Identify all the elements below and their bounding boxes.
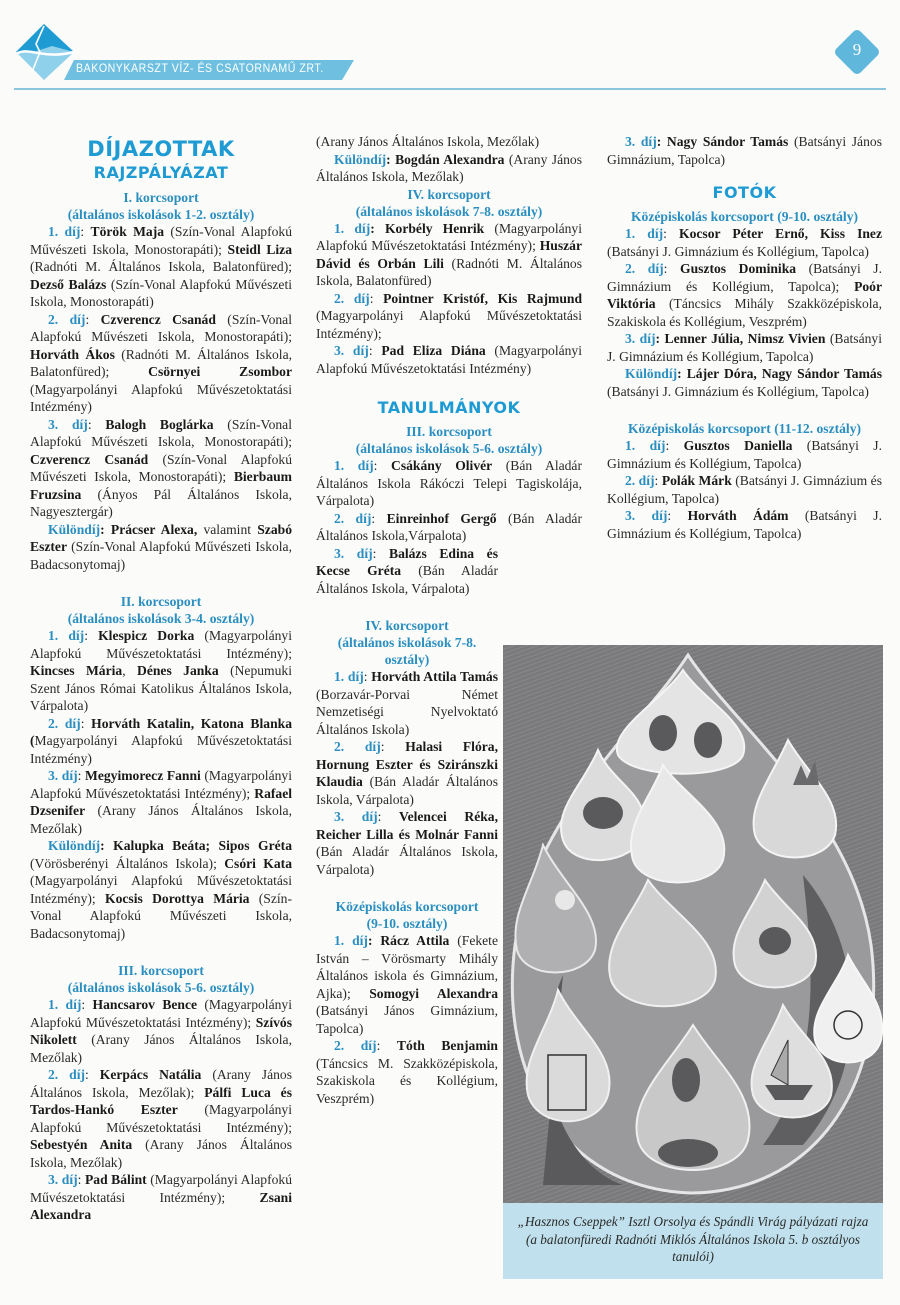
award-label: 3. díj bbox=[48, 1172, 78, 1187]
section-heading-rajzpalyazat: RAJZPÁLYÁZAT bbox=[93, 163, 229, 182]
award-entry bbox=[316, 932, 498, 1037]
award-entry: 3. díj: Pad Bálint (Magyarpolányi Alapfokú Művészetoktatási Intézmény); Zsani Alexandra bbox=[30, 1172, 292, 1222]
school: (Arany János Általános Iskola, Mezőlak) bbox=[30, 1032, 292, 1065]
figure-caption: „Hasznos Cseppek” Isztl Orsolya és Spándli Virág pályázati rajza (a balatonfüredi Radnóti Miklós Általános Iskola 5. b osztályos tanulói) bbox=[503, 1203, 883, 1279]
group-title: Középiskolás korcsoport bbox=[335, 899, 479, 914]
group-title: II. korcsoport bbox=[120, 594, 202, 609]
award-entry: 3. díj: Horváth Ádám (Batsányi J. Gimnázium és Kollégium, Tapolca) bbox=[607, 508, 882, 541]
winner-name: Velencei Réka, Reicher Lilla és Molnár Fanni bbox=[316, 809, 498, 842]
award-label: 1. díj bbox=[48, 224, 81, 239]
water-drop-drawing bbox=[503, 645, 883, 1203]
winner-name: Zsani Alexandra bbox=[30, 1189, 292, 1222]
artwork-image bbox=[503, 645, 883, 1203]
page-title: DÍJAZOTTAK bbox=[87, 137, 235, 161]
winner-name: Tóth Benjamin bbox=[396, 1038, 498, 1053]
school: (Arany János Általános Iskola, Mezőlak) bbox=[30, 1137, 292, 1170]
award-label: 3. díj bbox=[625, 508, 668, 523]
winner-name: Csörnyei Zsombor bbox=[148, 364, 293, 379]
school: (Borzavár-Porvai Német Nemzetiségi Nyelvoktató Általános Iskola) bbox=[316, 686, 498, 737]
winner-name: Einreinhof Gergő bbox=[386, 510, 497, 526]
school: (Bán Aladár Általános Iskola, Várpalota) bbox=[316, 563, 498, 596]
award-label: Különdíj bbox=[48, 838, 101, 853]
winner-name: : Kalupka Beáta; Sipos Gréta bbox=[100, 838, 292, 853]
winner-name: Pad Bálint bbox=[84, 1172, 147, 1187]
winner-name: Balogh Boglárka bbox=[105, 416, 214, 432]
page-number: 9 bbox=[852, 40, 862, 59]
group-subtitle: (általános iskolások 1-2. osztály) bbox=[67, 207, 255, 222]
group-subtitle: (általános iskolások 5-6. osztály) bbox=[355, 441, 543, 456]
winner-name: Horváth Ákos bbox=[30, 346, 115, 362]
award-entry: 2. díj: Gusztos Dominika (Batsányi J. Gimnázium és Kollégium, Tapolca); Poór Viktória (Táncsics Mihály Szakközépiskola, Szakiskola és Kollégium, Veszprém) bbox=[607, 261, 882, 329]
section-heading-fotok: FOTÓK bbox=[712, 183, 777, 202]
award-entry: Különdíj: Prácser Alexa, valamint Szabó Eszter (Szín-Vonal Alapfokú Művészeti Iskola, Badacsonytomaj) bbox=[30, 521, 292, 572]
winner-name: Pálfi Luca és Tardos-Hankó Eszter bbox=[30, 1084, 292, 1117]
award-label: 2. díj bbox=[48, 1067, 86, 1082]
school: (Szín-Vonal Alapfokú Művészeti Iskola, Monostorapáti) bbox=[30, 276, 292, 309]
award-label: 3. díj bbox=[625, 134, 657, 149]
award-entry-continued bbox=[316, 133, 582, 151]
school: (Táncsics Mihály Szakközépiskola, Szakiskola és Kollégium, Veszprém) bbox=[607, 296, 882, 329]
winner-name: Prácser Alexa, bbox=[110, 521, 198, 537]
winner-name: Dénes Janka bbox=[137, 663, 219, 678]
school: (Arany János Általános Iskola, Mezőlak) bbox=[30, 803, 292, 836]
group-title: Középiskolás korcsoport (11-12. osztály) bbox=[627, 421, 862, 436]
school: (Arany János Általános Iskola, Mezőlak); bbox=[30, 1067, 292, 1100]
school: (Bán Aladár Általános Iskola, Várpalota) bbox=[316, 844, 498, 877]
award-label: 2. díj bbox=[334, 739, 381, 754]
school: (Bán Aladár Általános Iskola, Várpalota) bbox=[316, 774, 498, 807]
school: (Ányos Pál Általános Iskola, Nagyesztergár) bbox=[30, 486, 292, 519]
award-entry: 3. díj: Balogh Boglárka (Szín-Vonal Alapfokú Művészeti Iskola, Monostorapáti); Czverencz Csanád (Szín-Vonal Alapfokú Művészeti Iskola, Monostorapáti); Bierbaum Fruzsina (Ányos Pál Általános Iskola, Nagyesztergár) bbox=[30, 416, 293, 519]
award-entry bbox=[316, 151, 582, 186]
winner-name: Pointner Kristóf, Kis Rajmund bbox=[383, 290, 582, 306]
award-entry: 2. díj: Polák Márk (Batsányi J. Gimnázium és Kollégium, Tapolca) bbox=[607, 473, 882, 506]
winner-name: Klespicz Dorka bbox=[98, 628, 195, 643]
school: (Batsányi János Gimnázium, Tapolca) bbox=[316, 1003, 498, 1036]
award-entry: 1. díj: Klespicz Dorka (Magyarpolányi Alapfokú Művészetoktatási Intézmény); Kincses Mária, Dénes Janka (Nepumuki Szent János Római Katolikus Általános Iskola, Várpalota) bbox=[30, 628, 292, 713]
school: (Szín-Vonal Alapfokú Művészeti Iskola, Monostorapáti); bbox=[30, 451, 293, 484]
award-label: 2. díj bbox=[625, 473, 655, 488]
award-label: 3. díj bbox=[334, 809, 378, 824]
award-label: 1. díj bbox=[625, 438, 666, 453]
award-label: 1. díj bbox=[48, 628, 85, 643]
award-label: 2. díj bbox=[48, 311, 86, 327]
winner-name: Somogyi Alexandra bbox=[369, 985, 498, 1001]
award-entry: 1. díj: Horváth Attila Tamás (Borzavár-Porvai Német Nemzetiségi Nyelvoktató Általános Iskola) bbox=[316, 669, 498, 737]
winner-name: Csákány Olivér bbox=[391, 458, 493, 473]
winner-name: Gusztos Daniella bbox=[683, 438, 793, 453]
group-title: III. korcsoport bbox=[406, 424, 492, 439]
school: (Arany János Általános Iskola, Mezőlak) bbox=[316, 151, 582, 184]
group-title: I. korcsoport bbox=[123, 190, 199, 205]
winner-name: Poór Viktória bbox=[607, 278, 882, 311]
group-title: IV. korcsoport bbox=[365, 618, 449, 633]
winner-name: Dezső Balázs bbox=[30, 276, 107, 292]
school: (Magyarpolányi Alapfokú Művészetoktatási Intézmény); bbox=[30, 1172, 292, 1205]
school: (Batsányi J. Gimnázium és Kollégium, Tapolca) bbox=[607, 473, 882, 506]
winner-name: Sebestyén Anita bbox=[30, 1137, 133, 1152]
award-entry: 3. díj: Balázs Edina és Kecse Gréta (Bán Aladár Általános Iskola, Várpalota) bbox=[316, 545, 498, 596]
award-entry: 3. díj: Pad Eliza Diána (Magyarpolányi Alapfokú Művészetoktatási Intézmény) bbox=[316, 343, 583, 376]
school: Magyarpolányi Alapfokú Művészetoktatási Intézmény) bbox=[30, 733, 292, 766]
award-entry bbox=[607, 365, 882, 400]
award-entry: 2. díj: Kerpács Natália (Arany János Általános Iskola, Mezőlak); Pálfi Luca és Tardos-Hankó Eszter (Magyarpolányi Alapfokú Művészetoktatási Intézmény); Sebestyén Anita (Arany János Általános Iskola, Mezőlak) bbox=[30, 1067, 292, 1170]
award-label: 3. díj bbox=[48, 768, 78, 783]
winner-name: Hancsarov Bence bbox=[92, 997, 198, 1012]
group-subtitle: (általános iskolások 3-4. osztály) bbox=[67, 611, 255, 626]
winner-name: Pad Eliza Diána bbox=[381, 343, 486, 358]
award-entry: 1. díj: Csákány Olivér (Bán Aladár Általános Iskola Rákóczi Telepi Tagiskolája, Várpalota) bbox=[316, 458, 582, 508]
winner-name: Török Maja bbox=[90, 224, 165, 239]
section-heading-tanulmanyok: TANULMÁNYOK bbox=[377, 398, 521, 417]
award-label: Különdíj bbox=[625, 366, 678, 381]
award-label: 2. díj bbox=[334, 510, 372, 526]
group-subtitle: (általános iskolások 5-6. osztály) bbox=[67, 980, 255, 995]
award-entry bbox=[30, 837, 292, 942]
header-divider bbox=[14, 88, 886, 90]
winner-name: Horváth Attila Tamás bbox=[371, 669, 498, 684]
winner-name: Czverencz Csanád bbox=[100, 311, 216, 327]
school: (Arany János Általános Iskola, Mezőlak) bbox=[316, 134, 540, 149]
award-label: 2. díj bbox=[48, 715, 81, 731]
school: (Szín-Vonal Alapfokú Művészeti Iskola, Monostorapáti); bbox=[30, 224, 292, 257]
winner-name: Czverencz Csanád bbox=[30, 451, 149, 467]
company-name: BAKONYKARSZT VÍZ- ÉS CSATORNAMŰ ZRT. bbox=[76, 63, 324, 75]
school: (Batsányi János Gimnázium, Tapolca) bbox=[607, 134, 882, 167]
winner-name: Rafael Dzsenifer bbox=[30, 785, 292, 818]
separator: , bbox=[122, 663, 138, 678]
school: (Magyarpolányi Alapfokú Művészetoktatási Intézmény); bbox=[30, 873, 292, 906]
winner-name: Szabó Eszter bbox=[30, 521, 292, 554]
winner-name: : Nagy Sándor Tamás bbox=[656, 134, 789, 149]
school: (Batsányi J. Gimnázium és Kollégium, Tapolca) bbox=[607, 508, 882, 541]
award-entry: 2. díj: Tóth Benjamin (Táncsics M. Szakközépiskola, Szakiskola és Kollégium, Veszprém) bbox=[316, 1038, 498, 1106]
school: (Magyarpolányi Alapfokú Művészetoktatási Intézmény); bbox=[30, 997, 292, 1030]
award-entry: 3. díj: Megyimorecz Fanni (Magyarpolányi Alapfokú Művészetoktatási Intézmény); Rafael Dzsenifer (Arany János Általános Iskola, Mezőlak) bbox=[30, 768, 292, 836]
school: (Batsányi J. Gimnázium és Kollégium, Tapolca) bbox=[607, 383, 869, 399]
award-entry: 2. díj: Halasi Flóra, Hornung Eszter és Sziránszki Klaudia (Bán Aladár Általános Iskola, Várpalota) bbox=[316, 739, 498, 807]
column-1 bbox=[30, 136, 292, 1224]
school: (Magyarpolányi Alapfokú Művészetoktatási Intézmény) bbox=[30, 381, 292, 414]
school: (Bán Aladár Általános Iskola,Várpalota) bbox=[316, 510, 582, 543]
winner-name: : Korbély Henrik bbox=[370, 220, 485, 236]
award-entry: 1. díj: Hancsarov Bence (Magyarpolányi Alapfokú Művészetoktatási Intézmény); Szívós Nikolett (Arany János Általános Iskola, Mezőlak) bbox=[30, 997, 292, 1065]
school: (Szín-Vonal Alapfokú Művészeti Iskola, Monostorapáti); bbox=[30, 311, 292, 344]
winner-name: Csóri Kata bbox=[224, 855, 292, 871]
group-subtitle: (általános iskolások 7-8. osztály) bbox=[337, 635, 477, 667]
page-number-badge bbox=[832, 27, 882, 77]
award-entry bbox=[316, 220, 582, 290]
award-label: 1. díj bbox=[334, 669, 364, 684]
school: (Bán Aladár Általános Iskola Rákóczi Telepi Tagiskolája, Várpalota) bbox=[316, 458, 582, 508]
group-title: III. korcsoport bbox=[118, 963, 204, 978]
winner-name: Halasi Flóra, Hornung Eszter és Sziránszki Klaudia bbox=[316, 739, 498, 789]
award-label: 1. díj bbox=[48, 997, 82, 1012]
school: (Nepumuki Szent János Római Katolikus Általános Iskola, Várpalota) bbox=[30, 663, 292, 713]
winner-name: Kerpács Natália bbox=[99, 1067, 202, 1082]
award-label: 3. díj bbox=[334, 343, 369, 358]
award-label: 1. díj bbox=[625, 226, 664, 241]
group-subtitle: (általános iskolások 7-8. osztály) bbox=[355, 203, 543, 219]
school: (Vörösberényi Általános Iskola); bbox=[30, 855, 225, 871]
school: (Batsányi J. Gimnázium és Kollégium, Tapolca) bbox=[607, 438, 882, 471]
winner-name: Kocsor Péter Ernő, Kiss Inez bbox=[679, 226, 882, 241]
award-entry bbox=[607, 330, 882, 365]
column-3 bbox=[607, 133, 882, 542]
school: (Szín-Vonal Alapfokú Művészeti Iskola, Monostorapáti); bbox=[30, 416, 292, 449]
school: (Radnóti M. Általános Iskola, Balatonfüred); bbox=[30, 259, 292, 274]
school: (Magyarpolányi Alapfokú Művészetoktatási Intézmény); bbox=[30, 768, 292, 801]
school: (Magyarpolányi Alapfokú Művészetoktatási Intézmény); bbox=[30, 628, 292, 661]
winner-name: : Lájer Dóra, Nagy Sándor Tamás bbox=[677, 366, 882, 381]
winner-name: Bierbaum Fruzsina bbox=[30, 469, 292, 502]
winner-name: Steidl Liza bbox=[227, 241, 293, 257]
school: (Magyarpolányi Alapfokú Művészetoktatási Intézmény); bbox=[316, 308, 582, 341]
winner-name: : Rácz Attila bbox=[367, 933, 450, 948]
award-label: 3. díj bbox=[48, 416, 88, 432]
school: (Radnóti M. Általános Iskola, Balatonfüred); bbox=[30, 346, 292, 379]
winner-name: : Bogdán Alexandra bbox=[386, 151, 505, 167]
school: (Táncsics M. Szakközépiskola, Szakiskola és Kollégium, Veszprém) bbox=[316, 1055, 498, 1106]
winner-name: Kincses Mária bbox=[30, 663, 123, 678]
award-entry: 2. díj: Pointner Kristóf, Kis Rajmund (Magyarpolányi Alapfokú Művészetoktatási Intézmény); bbox=[316, 290, 582, 341]
award-label: 2. díj bbox=[625, 261, 664, 276]
winner-name: Huszár Dávid és Orbán Lili bbox=[316, 238, 582, 271]
connector-text: valamint bbox=[197, 521, 258, 537]
winner-name: : Lenner Júlia, Nimsz Vivien bbox=[655, 331, 826, 346]
award-entry: 2. díj: Czverencz Csanád (Szín-Vonal Alapfokú Művészeti Iskola, Monostorapáti); Horváth Ákos (Radnóti M. Általános Iskola, Balatonfüred); Csörnyei Zsombor (Magyarpolányi Alapfokú Művészetoktatási Intézmény) bbox=[30, 311, 293, 414]
award-entry bbox=[607, 133, 882, 168]
winner-name: Polák Márk bbox=[661, 473, 732, 488]
school: (Batsányi J. Gimnázium és Kollégium, Tapolca) bbox=[607, 243, 869, 259]
winner-name: Horváth Katalin, Katona Blanka ( bbox=[30, 715, 292, 748]
award-label: Különdíj bbox=[334, 151, 387, 167]
group-title: IV. korcsoport bbox=[407, 186, 491, 202]
school: (Szín-Vonal Alapfokú Művészeti Iskola, Badacsonytomaj) bbox=[30, 890, 293, 941]
award-label: 1. díj bbox=[334, 458, 374, 473]
school: (Batsányi J. Gimnázium és Kollégium, Tapolca); bbox=[607, 261, 882, 294]
school: (Magyarpolányi Alapfokú Művészetoktatási Intézmény); bbox=[316, 220, 583, 253]
winner-name: Kocsis Dorottya Mária bbox=[105, 890, 250, 906]
award-entry: 1. díj: Gusztos Daniella (Batsányi J. Gimnázium és Kollégium, Tapolca) bbox=[607, 438, 882, 471]
award-entry: 1. díj: Kocsor Péter Ernő, Kiss Inez (Batsányi J. Gimnázium és Kollégium, Tapolca) bbox=[607, 226, 882, 259]
award-entry: 2. díj: Einreinhof Gergő (Bán Aladár Általános Iskola,Várpalota) bbox=[316, 510, 582, 543]
award-label: 3. díj bbox=[334, 545, 373, 561]
award-label: 1. díj bbox=[334, 220, 371, 236]
school: (Szín-Vonal Alapfokú Művészeti Iskola, Badacsonytomaj) bbox=[30, 539, 292, 572]
group-subtitle: (9-10. osztály) bbox=[366, 916, 448, 931]
winner-name: Balázs Edina és Kecse Gréta bbox=[316, 545, 498, 578]
winner-name: Gusztos Dominika bbox=[680, 261, 797, 276]
award-label: 1. díj bbox=[334, 933, 368, 948]
award-label: 3. díj bbox=[625, 331, 656, 346]
award-label: 2. díj bbox=[334, 1038, 377, 1053]
award-entry: 1. díj: Török Maja (Szín-Vonal Alapfokú Művészeti Iskola, Monostorapáti); Steidl Liza (Radnóti M. Általános Iskola, Balatonfüred); Dezső Balázs (Szín-Vonal Alapfokú Művészeti Iskola, Monostorapáti) bbox=[30, 224, 293, 309]
school: (Magyarpolányi Alapfokú Művészetoktatási Intézmény); bbox=[30, 1102, 292, 1135]
school: (Fekete István – Vörösmarty Mihály Általános iskola és Gimnázium, Ajka); bbox=[316, 933, 498, 1001]
award-label: 2. díj bbox=[334, 290, 370, 306]
school: (Radnóti M. Általános Iskola, Balatonfüred) bbox=[316, 255, 582, 288]
school: (Batsányi J. Gimnázium és Kollégium, Tapolca) bbox=[607, 331, 882, 364]
award-entry: 2. díj: Horváth Katalin, Katona Blanka (Magyarpolányi Alapfokú Művészetoktatási Intézmény) bbox=[30, 715, 292, 766]
winner-name: Szívós Nikolett bbox=[30, 1014, 292, 1047]
winner-name: Horváth Ádám bbox=[687, 508, 789, 523]
school: (Magyarpolányi Alapfokú Művészetoktatási Intézmény) bbox=[316, 343, 583, 376]
group-title: Középiskolás korcsoport (9-10. osztály) bbox=[630, 209, 859, 224]
winner-name: Megyimorecz Fanni bbox=[85, 768, 201, 783]
award-entry: 3. díj: Velencei Réka, Reicher Lilla és Molnár Fanni (Bán Aladár Általános Iskola, Várpalota) bbox=[316, 809, 498, 877]
award-label: Különdíj bbox=[48, 521, 101, 537]
